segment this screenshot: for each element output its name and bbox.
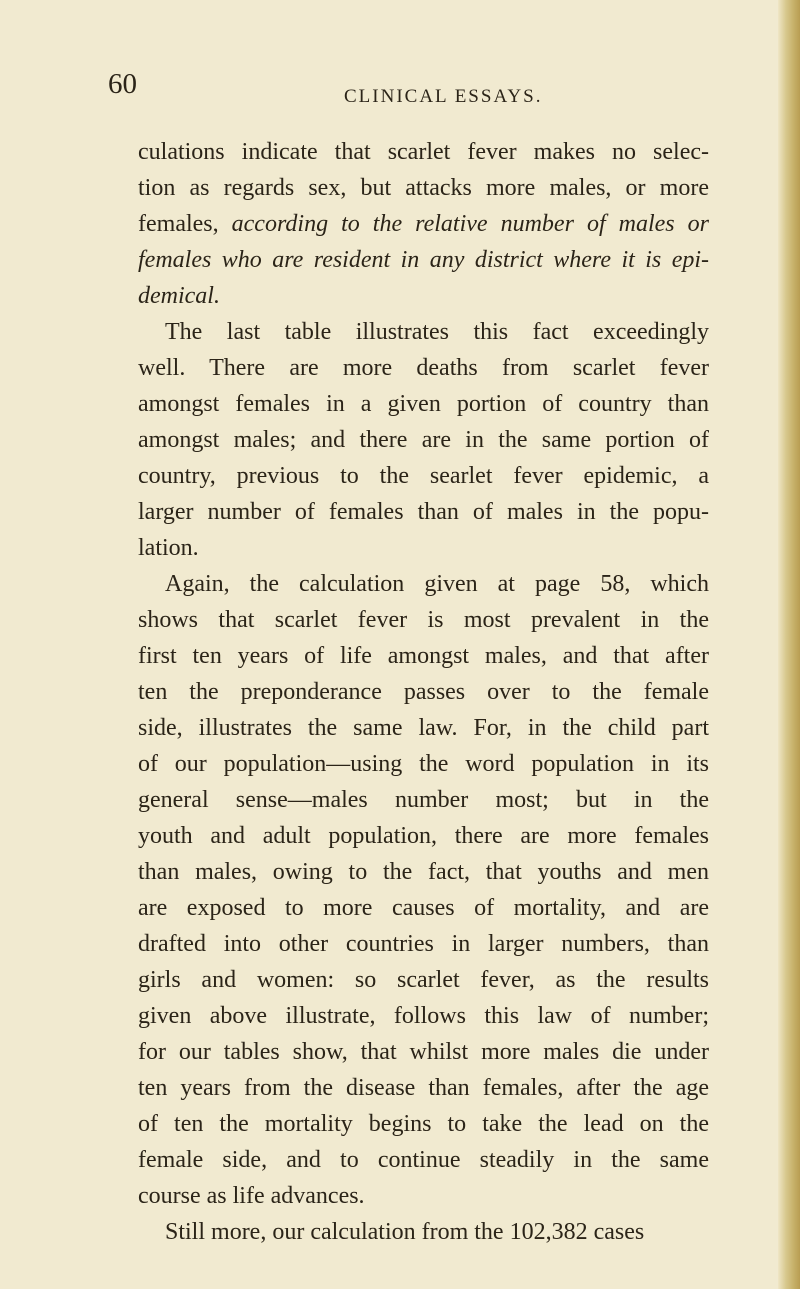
- text-line: shows that scarlet fever is most prevalent in the: [138, 607, 709, 633]
- text-line: [138, 243, 709, 277]
- text-line: [138, 207, 709, 241]
- text-line: girls and women: so scarlet fever, as the results: [138, 967, 709, 993]
- text-line: of our population—using the word population in its: [138, 751, 709, 777]
- text-line: first ten years of life amongst males, and that after: [138, 643, 709, 669]
- text-line: youth and adult population, there are more females: [138, 823, 709, 849]
- text-span: females,: [138, 211, 232, 237]
- text-line: than males, owing to the fact, that youths and men: [138, 859, 709, 885]
- text-line: Again, the calculation given at page 58, which: [165, 571, 709, 597]
- text-line: culations indicate that scarlet fever makes no selec-: [138, 139, 709, 165]
- text-line: ten the preponderance passes over to the female: [138, 679, 709, 705]
- text-line: female side, and to continue steadily in the same: [138, 1147, 709, 1173]
- text-line: ten years from the disease than females, after the age: [138, 1075, 709, 1101]
- text-line: Still more, our calculation from the 102,382 cases: [165, 1219, 645, 1245]
- text-line: [138, 279, 709, 313]
- text-line: amongst females in a given portion of country than: [138, 391, 709, 417]
- text-line: for our tables show, that whilst more males die under: [138, 1039, 709, 1065]
- text-line: larger number of females than of males in the popu-: [138, 499, 709, 525]
- page-number: 60: [108, 68, 137, 100]
- text-line: well. There are more deaths from scarlet fever: [138, 355, 709, 381]
- italic-text: demical.: [138, 283, 220, 309]
- text-line: general sense—males number most; but in the: [138, 787, 709, 813]
- text-line: drafted into other countries in larger numbers, than: [138, 931, 709, 957]
- text-line: country, previous to the searlet fever epidemic, a: [138, 463, 709, 489]
- text-line: lation.: [138, 535, 199, 561]
- text-line: tion as regards sex, but attacks more males, or more: [138, 175, 709, 201]
- text-line: side, illustrates the same law. For, in the child part: [138, 715, 709, 741]
- running-head: CLINICAL ESSAYS.: [344, 86, 543, 107]
- text-line: are exposed to more causes of mortality, and are: [138, 895, 709, 921]
- text-line: of ten the mortality begins to take the lead on the: [138, 1111, 709, 1137]
- text-line: The last table illustrates this fact exceedingly: [165, 319, 709, 345]
- italic-text: females who are resident in any district where it is epi-: [138, 247, 709, 273]
- text-line: given above illustrate, follows this law of number;: [138, 1003, 709, 1029]
- text-line: amongst males; and there are in the same portion of: [138, 427, 709, 453]
- italic-text: according to the relative number of males or: [231, 211, 709, 237]
- text-line: course as life advances.: [138, 1183, 365, 1209]
